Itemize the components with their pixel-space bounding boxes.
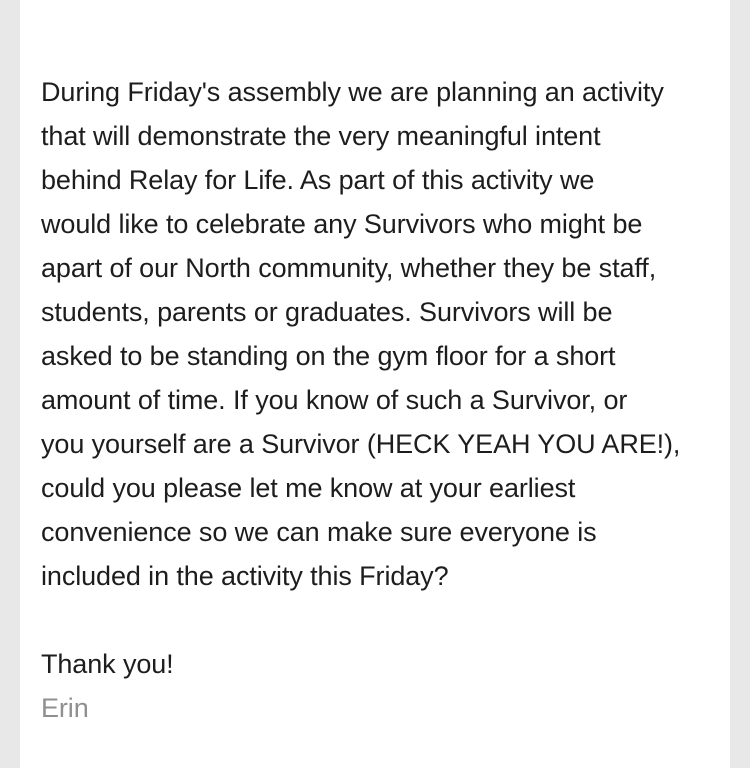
message-line: students, parents or graduates. Survivors will be [41, 297, 613, 327]
message-line: you yourself are a Survivor (HECK YEAH YOU ARE!), [41, 429, 681, 459]
message-line: amount of time. If you know of such a Survivor, or [41, 385, 628, 415]
message-line: During Friday's assembly we are planning an activity [41, 77, 664, 107]
message-line: apart of our North community, whether they be staff, [41, 253, 657, 283]
message-line: could you please let me know at your earliest [41, 473, 576, 503]
message-line: convenience so we can make sure everyone is [41, 517, 597, 547]
closing-line: Thank you! [41, 649, 174, 679]
message-line: that will demonstrate the very meaningful intent [41, 121, 601, 151]
email-body-panel [20, 0, 730, 768]
message-line: would like to celebrate any Survivors who might be [41, 209, 643, 239]
signature: Erin [41, 693, 89, 723]
message-line: included in the activity this Friday? [41, 561, 449, 591]
message-line: behind Relay for Life. As part of this activity we [41, 165, 595, 195]
message-line: asked to be standing on the gym floor for a short [41, 341, 616, 371]
